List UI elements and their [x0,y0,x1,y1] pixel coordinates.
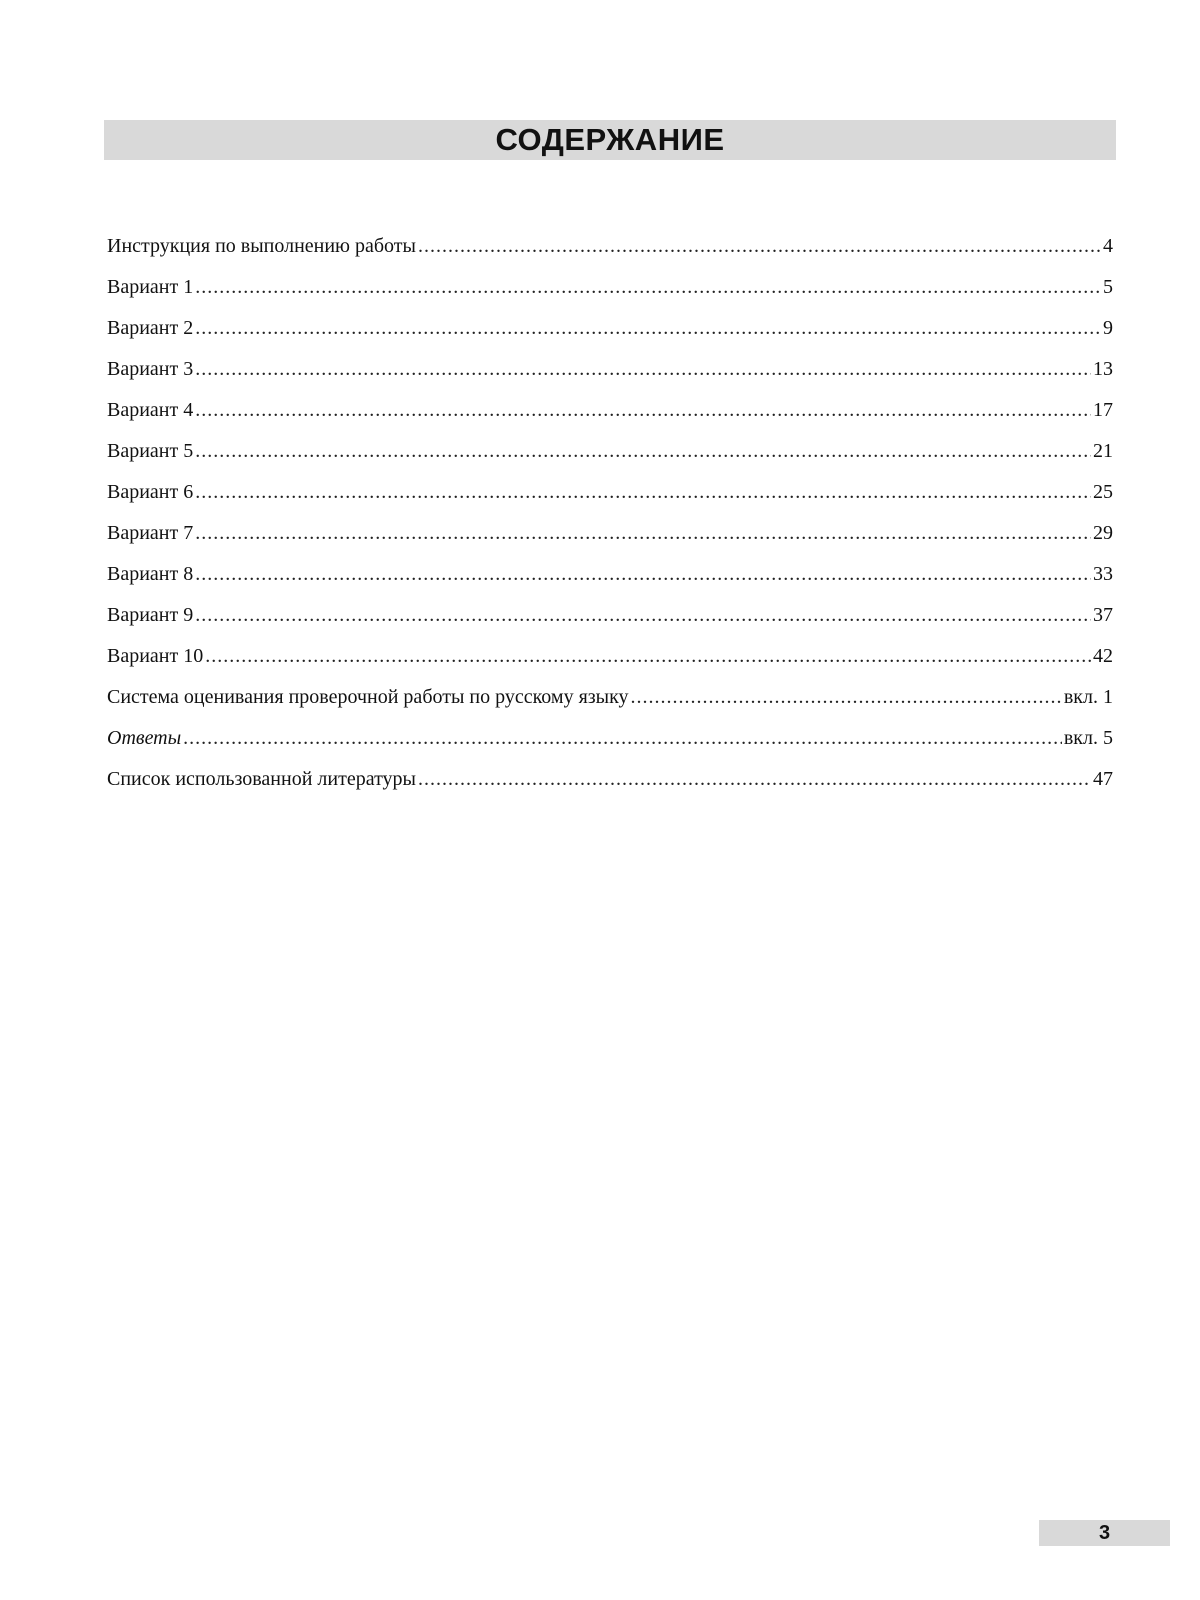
toc-entry-page: 25 [1093,481,1113,503]
toc-entry[interactable] [107,390,1113,431]
toc-entry[interactable] [107,308,1113,349]
toc-entry[interactable] [107,595,1113,636]
page-number: 3 [1098,1521,1111,1544]
toc-entry-label: Вариант 9 [107,604,194,626]
toc-entry-label: Вариант 3 [107,358,194,380]
dot-leader [195,595,1091,636]
dot-leader [195,554,1091,595]
dot-leader [195,308,1101,349]
toc-entry-label: Система оценивания проверочной работы по русскому языку [107,686,629,708]
toc-entry-page: 4 [1103,235,1113,257]
toc-entry-page: 5 [1103,276,1113,298]
page-title: СОДЕРЖАНИЕ [495,122,725,157]
toc-entry-label: Ответы [107,727,182,749]
toc-entry-page: вкл. 5 [1063,727,1113,749]
dot-leader [183,718,1062,759]
toc-entry[interactable] [107,759,1113,800]
toc-entry-page: 42 [1093,645,1113,667]
toc-entry-label: Вариант 4 [107,399,194,421]
toc-entry[interactable] [107,513,1113,554]
toc-entry-page: 37 [1093,604,1113,626]
dot-leader [205,636,1091,677]
dot-leader [195,431,1091,472]
dot-leader [418,226,1101,267]
page-number-box [1039,1520,1170,1546]
toc-entry[interactable] [107,226,1113,267]
toc-entry[interactable] [107,267,1113,308]
toc-entry-page: 13 [1093,358,1113,380]
toc-entry-page: 9 [1103,317,1113,339]
toc-entry-label: Вариант 2 [107,317,194,339]
toc-entry-label: Вариант 8 [107,563,194,585]
title-banner [104,120,1116,160]
toc-entry-page: 21 [1093,440,1113,462]
table-of-contents [107,226,1113,800]
dot-leader [418,759,1091,800]
toc-entry[interactable] [107,349,1113,390]
toc-entry[interactable] [107,636,1113,677]
dot-leader [195,349,1091,390]
toc-entry[interactable] [107,677,1113,718]
dot-leader [631,677,1062,718]
toc-entry[interactable] [107,718,1113,759]
dot-leader [195,513,1091,554]
toc-entry-label: Вариант 10 [107,645,204,667]
toc-entry[interactable] [107,472,1113,513]
dot-leader [195,267,1101,308]
toc-entry-label: Инструкция по выполнению работы [107,235,416,257]
toc-entry-page: 47 [1093,768,1113,790]
dot-leader [195,472,1091,513]
toc-entry-page: 29 [1093,522,1113,544]
toc-entry-page: 33 [1093,563,1113,585]
toc-entry-label: Вариант 1 [107,276,194,298]
toc-entry-page: 17 [1093,399,1113,421]
toc-entry-label: Вариант 6 [107,481,194,503]
toc-entry[interactable] [107,431,1113,472]
toc-entry-page: вкл. 1 [1063,686,1113,708]
toc-entry-label: Вариант 7 [107,522,194,544]
toc-entry-label: Список использованной литературы [107,768,416,790]
toc-entry[interactable] [107,554,1113,595]
dot-leader [195,390,1091,431]
toc-entry-label: Вариант 5 [107,440,194,462]
